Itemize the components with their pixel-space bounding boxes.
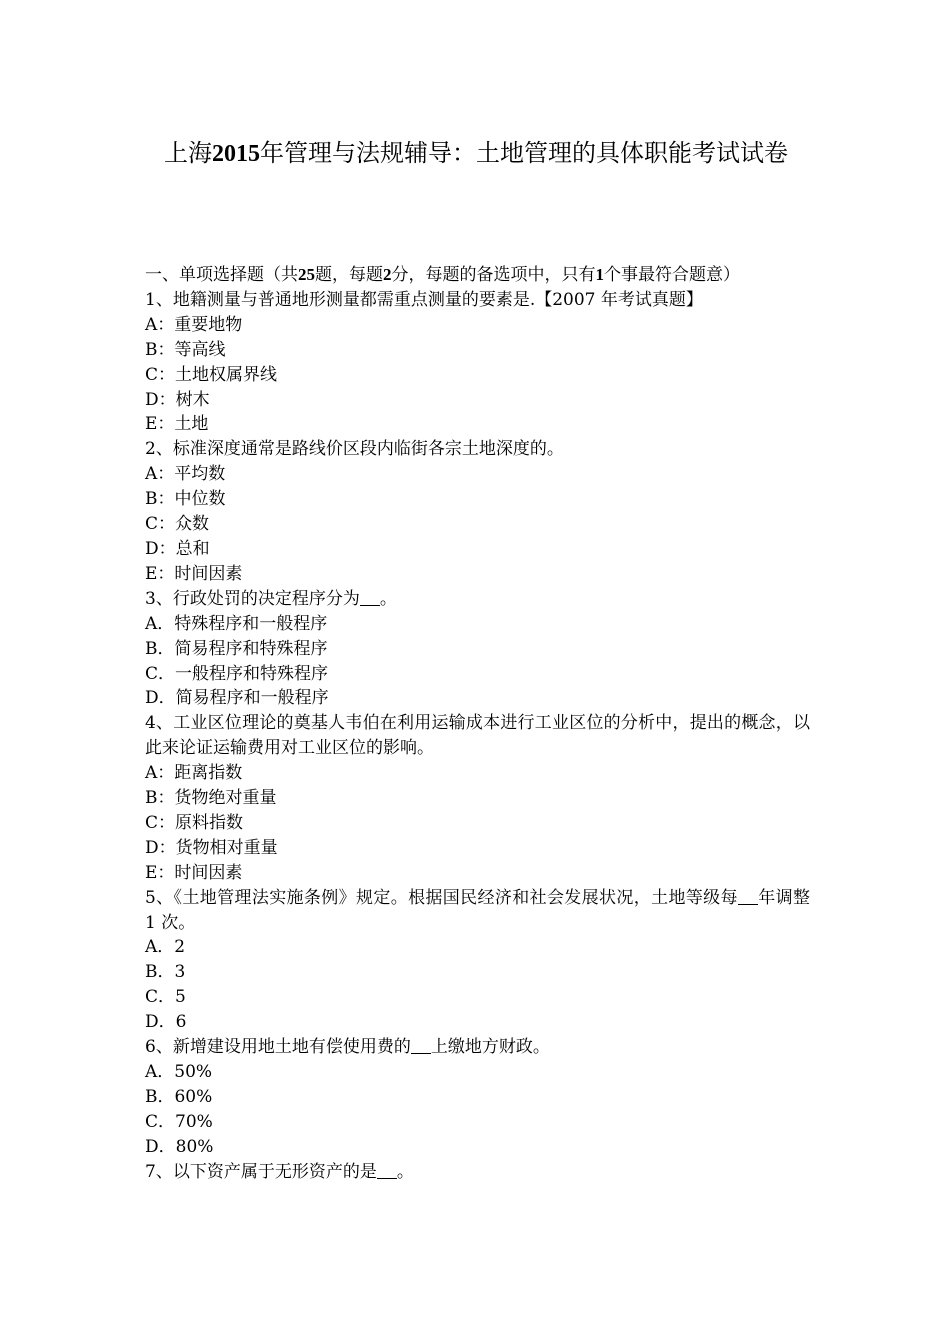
option-line: C．5 — [145, 987, 186, 1008]
option-line: E：时间因素 — [145, 862, 243, 883]
option-line: C：土地权属界线 — [145, 364, 278, 385]
option-line: B：货物绝对重量 — [145, 788, 277, 809]
option-line: A：平均数 — [145, 464, 226, 485]
option-line: E：时间因素 — [145, 563, 243, 584]
option-line: C．70% — [145, 1111, 213, 1132]
question-line: 4、工业区位理论的奠基人韦伯在利用运输成本进行工业区位的分析中，提出的概念，以此来论证运输费用对工业区位的影响。 — [145, 713, 810, 759]
option-line: D：树木 — [145, 389, 210, 410]
question-line: 6、新增建设用地土地有偿使用费的 上缴地方财政。 — [145, 1037, 550, 1058]
question-line: 2、标准深度通常是路线价区段内临街各宗土地深度的。 — [145, 439, 564, 460]
title-year: 2015 — [212, 141, 260, 167]
option-line: A．特殊程序和一般程序 — [145, 613, 328, 634]
answer-blank — [738, 887, 758, 905]
option-line: D．简易程序和一般程序 — [145, 688, 329, 709]
option-line: A．50% — [145, 1062, 213, 1082]
title-part: 年管理与法规辅导：土地管理的具体职能考试试卷 — [260, 139, 788, 167]
option-line: B：中位数 — [145, 489, 226, 510]
option-line: B．3 — [145, 962, 186, 983]
option-line: A：重要地物 — [145, 314, 243, 335]
option-line: D．6 — [145, 1012, 187, 1033]
answer-blank — [377, 1161, 397, 1179]
exam-body — [145, 263, 810, 1185]
title-part: 上海 — [164, 139, 212, 167]
option-line: D：总和 — [145, 538, 210, 559]
option-line: A．2 — [145, 937, 186, 958]
option-line: B．简易程序和特殊程序 — [145, 638, 328, 659]
answer-blank — [360, 588, 380, 606]
option-line: E：土地 — [145, 414, 209, 435]
option-line: A：距离指数 — [145, 763, 243, 784]
option-line: C：众数 — [145, 514, 210, 535]
question-line: 3、行政处罚的决定程序分为 。 — [145, 588, 397, 609]
answer-blank — [411, 1036, 431, 1054]
question-line: 1、地籍测量与普通地形测量都需重点测量的要素是.【2007 年考试真题】 — [145, 289, 703, 310]
question-line: 5、《土地管理法实施条例》规定。根据国民经济和社会发展状况，土地等级每 年调整 1 次。 — [145, 887, 811, 933]
option-line: C：原料指数 — [145, 812, 244, 833]
page-title — [140, 130, 812, 178]
option-line: D．80% — [145, 1136, 214, 1157]
section-heading: 一、单项选择题（共25题，每题2分，每题的备选项中，只有1个事最符合题意） — [145, 265, 740, 285]
option-line: D：货物相对重量 — [145, 837, 278, 858]
option-line: B：等高线 — [145, 339, 226, 360]
option-line: C．一般程序和特殊程序 — [145, 663, 329, 684]
question-line: 7、以下资产属于无形资产的是 。 — [145, 1161, 414, 1182]
option-line: B．60% — [145, 1086, 213, 1107]
